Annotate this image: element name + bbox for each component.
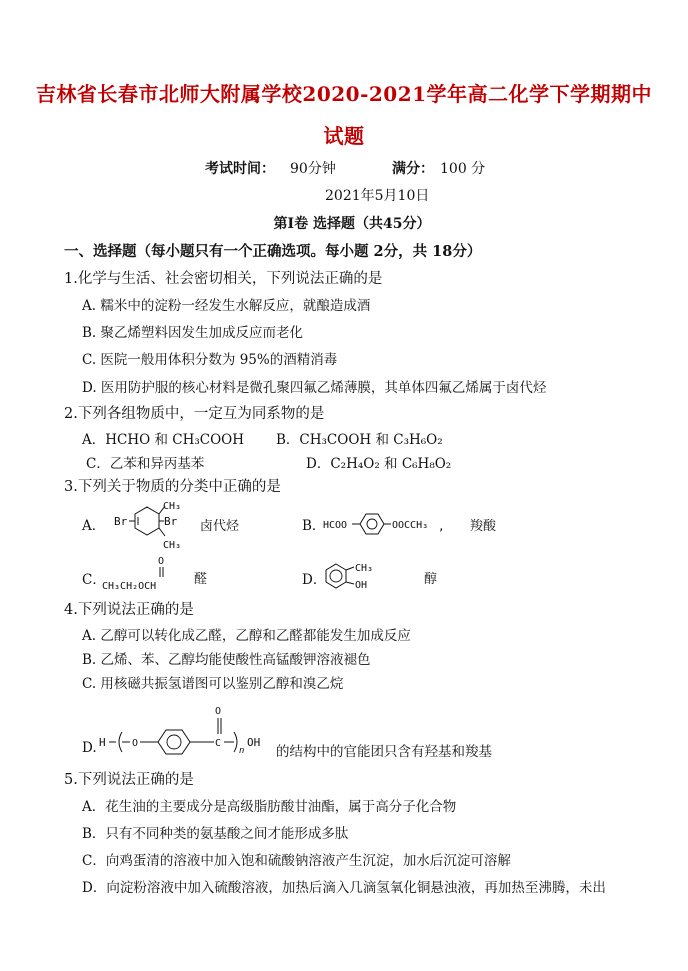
q3-d-ch3: CH₃	[355, 563, 374, 574]
paper-title-line1: 吉林省长春市北师大附属学校2020-2021学年高二化学下学期期中	[35, 82, 653, 106]
q3-option-a-structure	[104, 496, 186, 552]
volume-heading: 第Ⅰ卷 选择题（共45分）	[273, 216, 431, 232]
q1-option-a: A. 糯米中的淀粉一经发生水解反应，就酿造成酒	[82, 298, 371, 314]
q3-d-oh: OH	[355, 580, 368, 591]
q3-a-br-left: Br	[114, 515, 128, 528]
q3-b-left-group: HCOO	[323, 520, 348, 531]
q2-option-a-label: A．	[82, 432, 106, 448]
exam-time-value: 90分钟	[290, 161, 336, 177]
q5-stem: 5.下列说法正确的是	[64, 772, 194, 788]
q3-option-b-class: 羧酸	[470, 519, 497, 534]
q3-b-right-group: OOCCH₃	[392, 520, 429, 531]
q4-option-d-text: 的结构中的官能团只含有羟基和羧基	[276, 744, 492, 760]
q4-option-b: B. 乙烯、苯、乙醇均能使酸性高锰酸钾溶液褪色	[82, 652, 371, 668]
q2-option-c-text: 乙苯和异丙基苯	[109, 456, 205, 472]
q3-option-a-label: A．	[82, 518, 106, 534]
q3-option-c-label: C．	[82, 572, 106, 588]
full-score-label: 满分：	[392, 161, 434, 177]
q2-option-b-label: B．	[276, 432, 300, 448]
section-heading: 一、选择题（每小题只有一个正确选项。每小题 2分，共 18分）	[64, 243, 482, 260]
q4-stem: 4.下列说法正确的是	[64, 602, 194, 618]
q1-option-b: B. 聚乙烯塑料因发生加成反应而老化	[82, 325, 304, 341]
q2-option-a	[82, 428, 244, 448]
q4-d-o: O	[132, 738, 139, 749]
q3-option-d-label: D．	[302, 572, 327, 588]
q3-option-d-class: 醇	[424, 572, 438, 587]
q2-option-c-label: C．	[86, 456, 110, 472]
q3-c-formula: CH₃CH₂OCH	[102, 581, 157, 592]
q5-option-b: B．只有不同种类的氨基酸之间才能形成多肽	[82, 826, 349, 842]
q4-d-carbonyl-o: O	[215, 706, 222, 717]
q3-option-b-structure	[322, 510, 458, 538]
q3-stem: 3.下列关于物质的分类中正确的是	[64, 479, 281, 495]
q2-option-c	[86, 452, 204, 472]
q3-option-c-class: 醛	[194, 572, 208, 587]
q5-option-d: D．向淀粉溶液中加入硫酸溶液，加热后滴入几滴氢氧化铜悬浊液，再加热至沸腾，未出	[82, 880, 606, 896]
q3-a-ch3-bottom: CH₃	[163, 540, 182, 551]
q3-option-c-structure	[100, 553, 186, 593]
q3-option-d-structure	[322, 560, 394, 592]
q4-option-d-structure	[96, 700, 276, 758]
q4-option-d-label: D.	[82, 740, 97, 756]
q3-option-a-class: 卤代烃	[200, 519, 240, 534]
q2-stem: 2.下列各组物质中，一定互为同系物的是	[64, 406, 325, 422]
paper-title-line2: 试题	[323, 124, 365, 148]
exam-time-label: 考试时间：	[205, 161, 275, 177]
q4-option-a: A. 乙醇可以转化成乙醛，乙醇和乙醛都能发生加成反应	[82, 628, 411, 644]
q3-a-ch3-top: CH₃	[163, 501, 182, 512]
q2-option-d-text: C₂H₄O₂ 和 C₆H₈O₂	[330, 456, 452, 472]
q3-b-comma: ,	[438, 520, 445, 533]
q5-option-a: A．花生油的主要成分是高级脂肪酸甘油酯，属于高分子化合物	[82, 799, 457, 815]
full-score-value: 100 分	[440, 161, 486, 177]
q2-option-b	[276, 428, 443, 448]
q2-option-d	[306, 452, 451, 472]
q1-stem: 1.化学与生活、社会密切相关，下列说法正确的是	[64, 271, 383, 287]
q1-option-d: D. 医用防护服的核心材料是微孔聚四氟乙烯薄膜，其单体四氟乙烯属于卤代烃	[82, 380, 547, 396]
q4-d-h: H	[99, 736, 106, 749]
q2-option-d-label: D．	[306, 456, 331, 472]
q4-d-n: n	[239, 746, 245, 756]
exam-date: 2021年5月10日	[325, 188, 430, 204]
q2-option-b-text: CH₃COOH 和 C₃H₆O₂	[299, 432, 443, 448]
q2-option-a-text: HCHO 和 CH₃COOH	[105, 432, 245, 448]
q3-c-oxygen: O	[158, 556, 165, 567]
q3-option-b-label: B．	[302, 518, 326, 534]
q1-option-c: C. 医院一般用体积分数为 95%的酒精消毒	[82, 352, 338, 368]
q5-option-c: C．向鸡蛋清的溶液中加入饱和硫酸钠溶液产生沉淀，加水后沉淀可溶解	[82, 853, 511, 869]
q4-option-c: C. 用核磁共振氢谱图可以鉴别乙醇和溴乙烷	[82, 676, 344, 692]
q3-a-br-right: Br	[164, 515, 178, 528]
q4-d-oh: OH	[247, 736, 261, 749]
q4-d-carbon: C	[215, 738, 222, 749]
